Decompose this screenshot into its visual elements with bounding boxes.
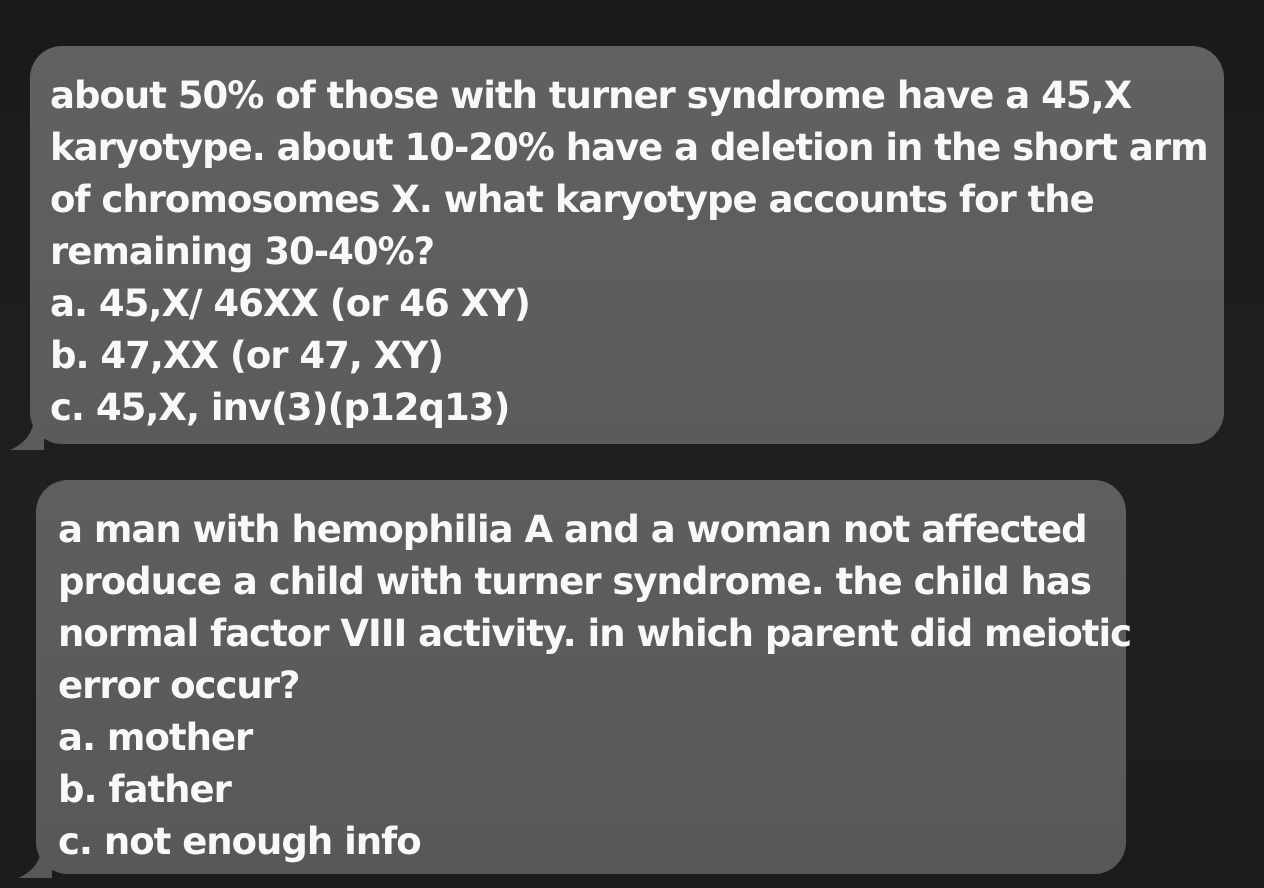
message-bubble-1[interactable] (30, 46, 1224, 444)
question-line: karyotype. about 10-20% have a deletion in the short arm (50, 126, 1208, 169)
answer-option-c: c. not enough info (58, 820, 421, 863)
question-line: a man with hemophilia A and a woman not affected (58, 508, 1087, 551)
answer-option-c: c. 45,X, inv(3)(p12q13) (50, 386, 510, 429)
question-line: of chromosomes X. what karyotype accounts for the (50, 178, 1094, 221)
answer-option-b: b. 47,XX (or 47, XY) (50, 334, 444, 377)
question-line: error occur? (58, 664, 300, 707)
question-line: normal factor VIII activity. in which parent did meiotic (58, 612, 1132, 655)
message-bubble-2[interactable] (36, 480, 1132, 874)
answer-option-b: b. father (58, 768, 231, 811)
answer-option-a: a. mother (58, 716, 253, 759)
answer-option-a: a. 45,X/ 46XX (or 46 XY) (50, 282, 530, 325)
question-line: about 50% of those with turner syndrome have a 45,X (50, 74, 1132, 117)
question-line: remaining 30-40%? (50, 230, 435, 273)
question-line: produce a child with turner syndrome. the child has (58, 560, 1091, 603)
